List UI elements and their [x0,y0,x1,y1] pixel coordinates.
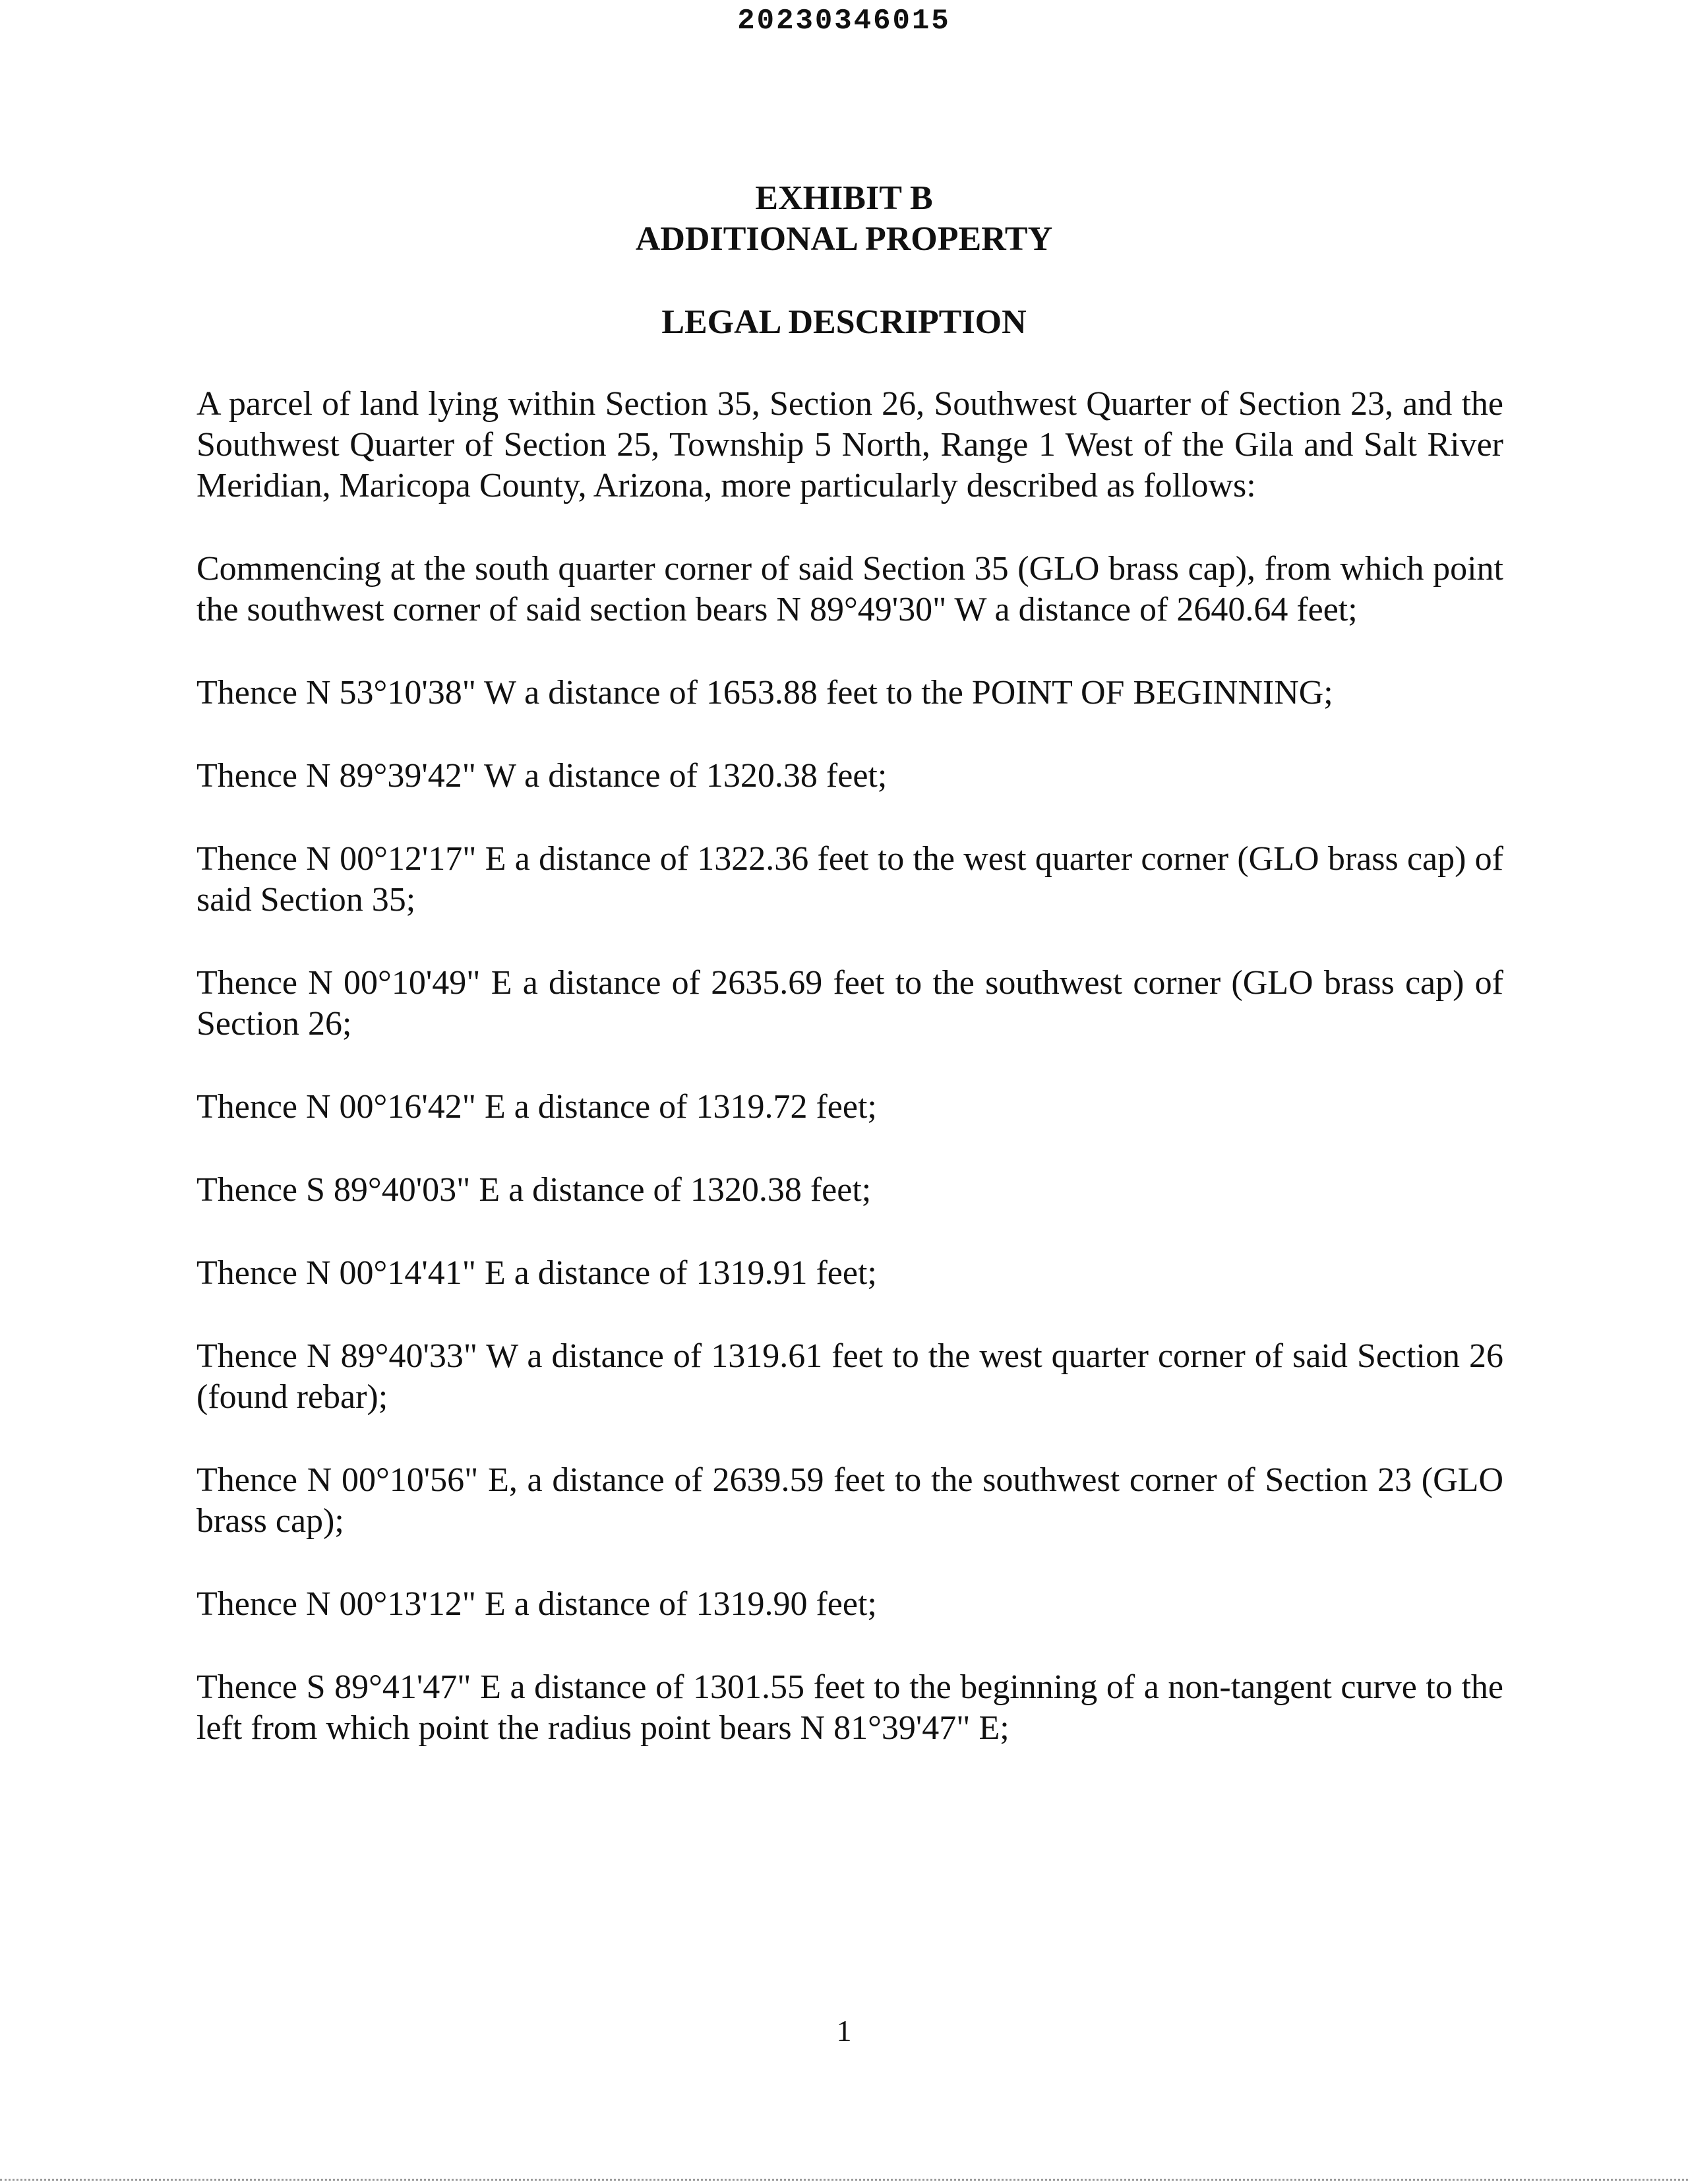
paragraph-course: Thence N 00°13'12" E a distance of 1319.90 feet; [196,1585,877,1623]
paragraph-intro: A parcel of land lying within Section 35, Section 26, Southwest Quarter of Section 23, and the Southwest Quarter of Section 25, Township 5 North, Range 1 West of the Gila and Salt River Meridian, Maricopa County, Arizona, more particularly described as follows: [196,385,1503,504]
paragraph-course: Thence N 00°14'41" E a distance of 1319.91 feet; [196,1254,877,1292]
legal-description-body [196,384,1503,1791]
paragraph-course: Thence N 00°12'17" E a distance of 1322.36 feet to the west quarter corner (GLO brass cap) of said Section 35; [196,840,1503,919]
paragraph-course: Thence S 89°41'47" E a distance of 1301.55 feet to the beginning of a non-tangent curve to the left from which point the radius point bears N 81°39'47" E; [196,1668,1503,1747]
scan-edge-divider [0,2179,1688,2181]
exhibit-title: EXHIBIT B [755,179,933,217]
paragraph-course: Thence N 00°16'42" E a distance of 1319.72 feet; [196,1088,877,1126]
paragraph-commencing: Commencing at the south quarter corner of said Section 35 (GLO brass cap), from which point the southwest corner of said section bears N 89°49'30" W a distance of 2640.64 feet; [196,550,1503,628]
paragraph-course: Thence N 89°40'33" W a distance of 1319.61 feet to the west quarter corner of said Section 26 (found rebar); [196,1337,1503,1416]
paragraph-course: Thence N 00°10'56" E, a distance of 2639.59 feet to the southwest corner of Section 23 (GLO brass cap); [196,1461,1503,1540]
paragraph-course: Thence N 89°39'42" W a distance of 1320.38 feet; [196,757,888,795]
section-heading: LEGAL DESCRIPTION [661,303,1027,341]
exhibit-subtitle: ADDITIONAL PROPERTY [635,220,1053,258]
paragraph-course: Thence N 53°10'38" W a distance of 1653.88 feet to the POINT OF BEGINNING; [196,674,1333,712]
paragraph-course: Thence N 00°10'49" E a distance of 2635.69 feet to the southwest corner (GLO brass cap) of Section 26; [196,964,1503,1043]
recording-number: 20230346015 [737,5,951,38]
page-number: 1 [836,2014,852,2048]
paragraph-course: Thence S 89°40'03" E a distance of 1320.38 feet; [196,1171,872,1209]
